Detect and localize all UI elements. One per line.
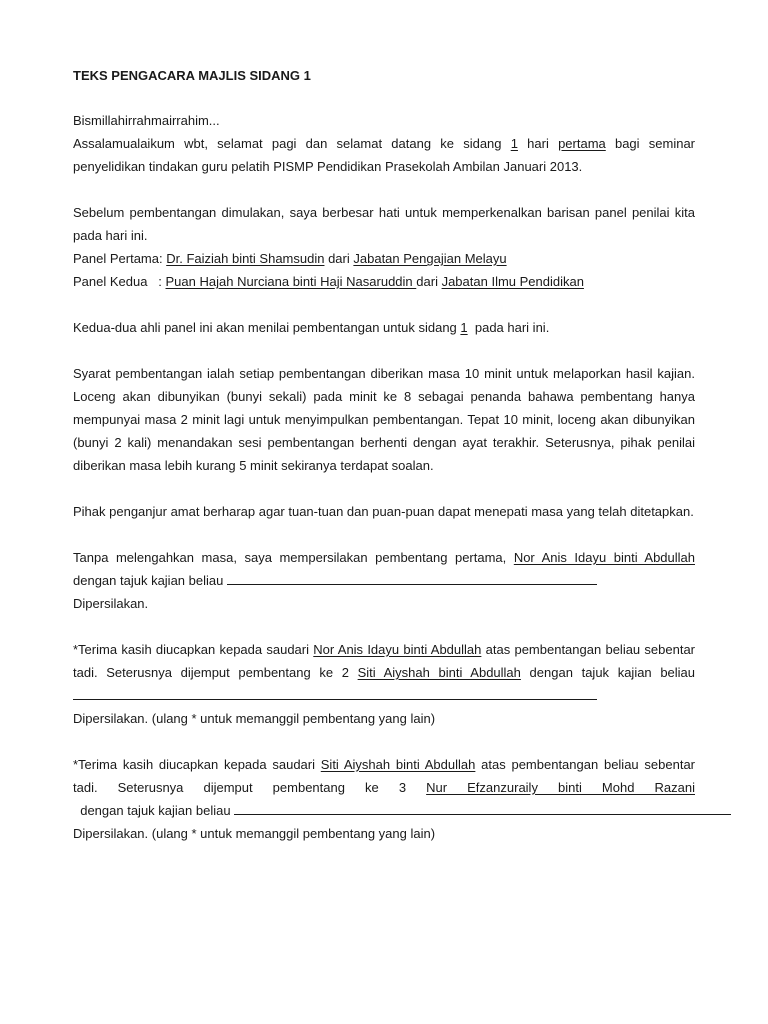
title-blank-line [234,802,731,815]
rules-paragraph: Syarat pembentangan ialah setiap pembentangan diberikan masa 10 minit untuk melaporkan hasil kajian. Loceng akan dibunyikan (bunyi sekali) pada minit ke 8 sebagai penanda bahawa pembentang hanya mempunyai masa 2 minit lagi untuk menyimpulkan pembentangan. Tepat 10 minit, loceng akan dibunyikan (bunyi 2 kali) menandakan sesi pembentangan berhenti dengan ayat terakhir. Seterusnya, pihak penilai diberikan masa lebih kurang 5 minit sekiranya terdapat soalan. [73,366,695,473]
panel-first-dept: Jabatan Pengajian Melayu [353,251,507,266]
third-presenter-prev-name: Siti Aiyshah binti Abdullah [320,757,476,772]
third-presenter-invite: Dipersilakan. (ulang * untuk memanggil pembentang yang lain) [73,826,436,841]
second-presenter-text-b: atas pembentangan beliau sebentar tadi. Seterusnya dijemput pembentang ke 2 [73,642,696,680]
third-presenter-text-b: atas pembentangan beliau sebentar tadi. Seterusnya dijemput pembentang ke 3 [73,757,696,795]
panel-second [73,270,695,293]
first-presenter-text-b: dengan tajuk kajian beliau [73,573,227,588]
assess-sidang-number: 1 [460,320,468,335]
panel-first [73,247,695,270]
first-presenter-paragraph [73,546,695,592]
assess-text-b: pada hari ini. [467,320,550,335]
welcome-text-c: bagi seminar penyelidikan tindakan guru pelatih PISMP Pendidikan Prasekolah Ambilan Januari 2013. [73,136,696,174]
punctual-paragraph: Pihak penganjur amat berharap agar tuan-tuan dan puan-puan dapat menepati masa yang telah ditetapkan. [73,504,694,519]
first-presenter-text-a: Tanpa melengahkan masa, saya mempersilakan pembentang pertama, [73,550,514,565]
panel-second-name: Puan Hajah Nurciana binti Haji Nasaruddin [165,274,417,289]
second-presenter-text-a: *Terima kasih diucapkan kepada saudari [73,642,314,657]
second-presenter-paragraph [73,638,695,707]
spacer [73,523,695,546]
first-presenter-invite: Dipersilakan. [73,596,149,611]
greeting: Bismillahirrahmairrahim... [73,113,220,128]
panel-first-dari: dari [324,251,354,266]
spacer [73,339,695,362]
welcome-paragraph [73,132,695,178]
panel-second-label: Panel Kedua : [73,274,166,289]
second-presenter-prev-name: Nor Anis Idayu binti Abdullah [313,642,482,657]
second-presenter-text-c: dengan tajuk kajian beliau [520,665,696,680]
spacer [73,730,695,753]
panel-second-dari: dari [416,274,442,289]
title-blank-line [73,687,597,700]
title-blank-line [227,572,597,585]
welcome-text-a: Assalamualaikum wbt, selamat pagi dan selamat datang ke sidang [73,136,511,151]
third-presenter-text-c: dengan tajuk kajian beliau [73,803,235,818]
panel-first-name: Dr. Faiziah binti Shamsudin [166,251,325,266]
spacer [73,178,695,201]
spacer [73,615,695,638]
second-presenter-invite: Dipersilakan. (ulang * untuk memanggil pembentang yang lain) [73,711,436,726]
document-title: TEKS PENGACARA MAJLIS SIDANG 1 [73,68,311,83]
third-presenter-name: Nur Efzanzuraily binti Mohd Razani [426,780,695,795]
panel-first-label: Panel Pertama: [73,251,167,266]
first-presenter-name: Nor Anis Idayu binti Abdullah [513,550,695,565]
third-presenter-text-a: *Terima kasih diucapkan kepada saudari [73,757,321,772]
assess-paragraph [73,316,695,339]
assess-text-a: Kedua-dua ahli panel ini akan menilai pembentangan untuk sidang [73,320,461,335]
third-presenter-paragraph [73,753,695,822]
hari-value: pertama [558,136,606,151]
spacer [73,477,695,500]
sidang-number: 1 [510,136,518,151]
second-presenter-name: Siti Aiyshah binti Abdullah [357,665,521,680]
panel-second-dept: Jabatan Ilmu Pendidikan [441,274,584,289]
panel-intro: Sebelum pembentangan dimulakan, saya berbesar hati untuk memperkenalkan barisan panel penilai kita pada hari ini. [73,205,695,243]
welcome-text-b: hari [517,136,559,151]
spacer [73,293,695,316]
